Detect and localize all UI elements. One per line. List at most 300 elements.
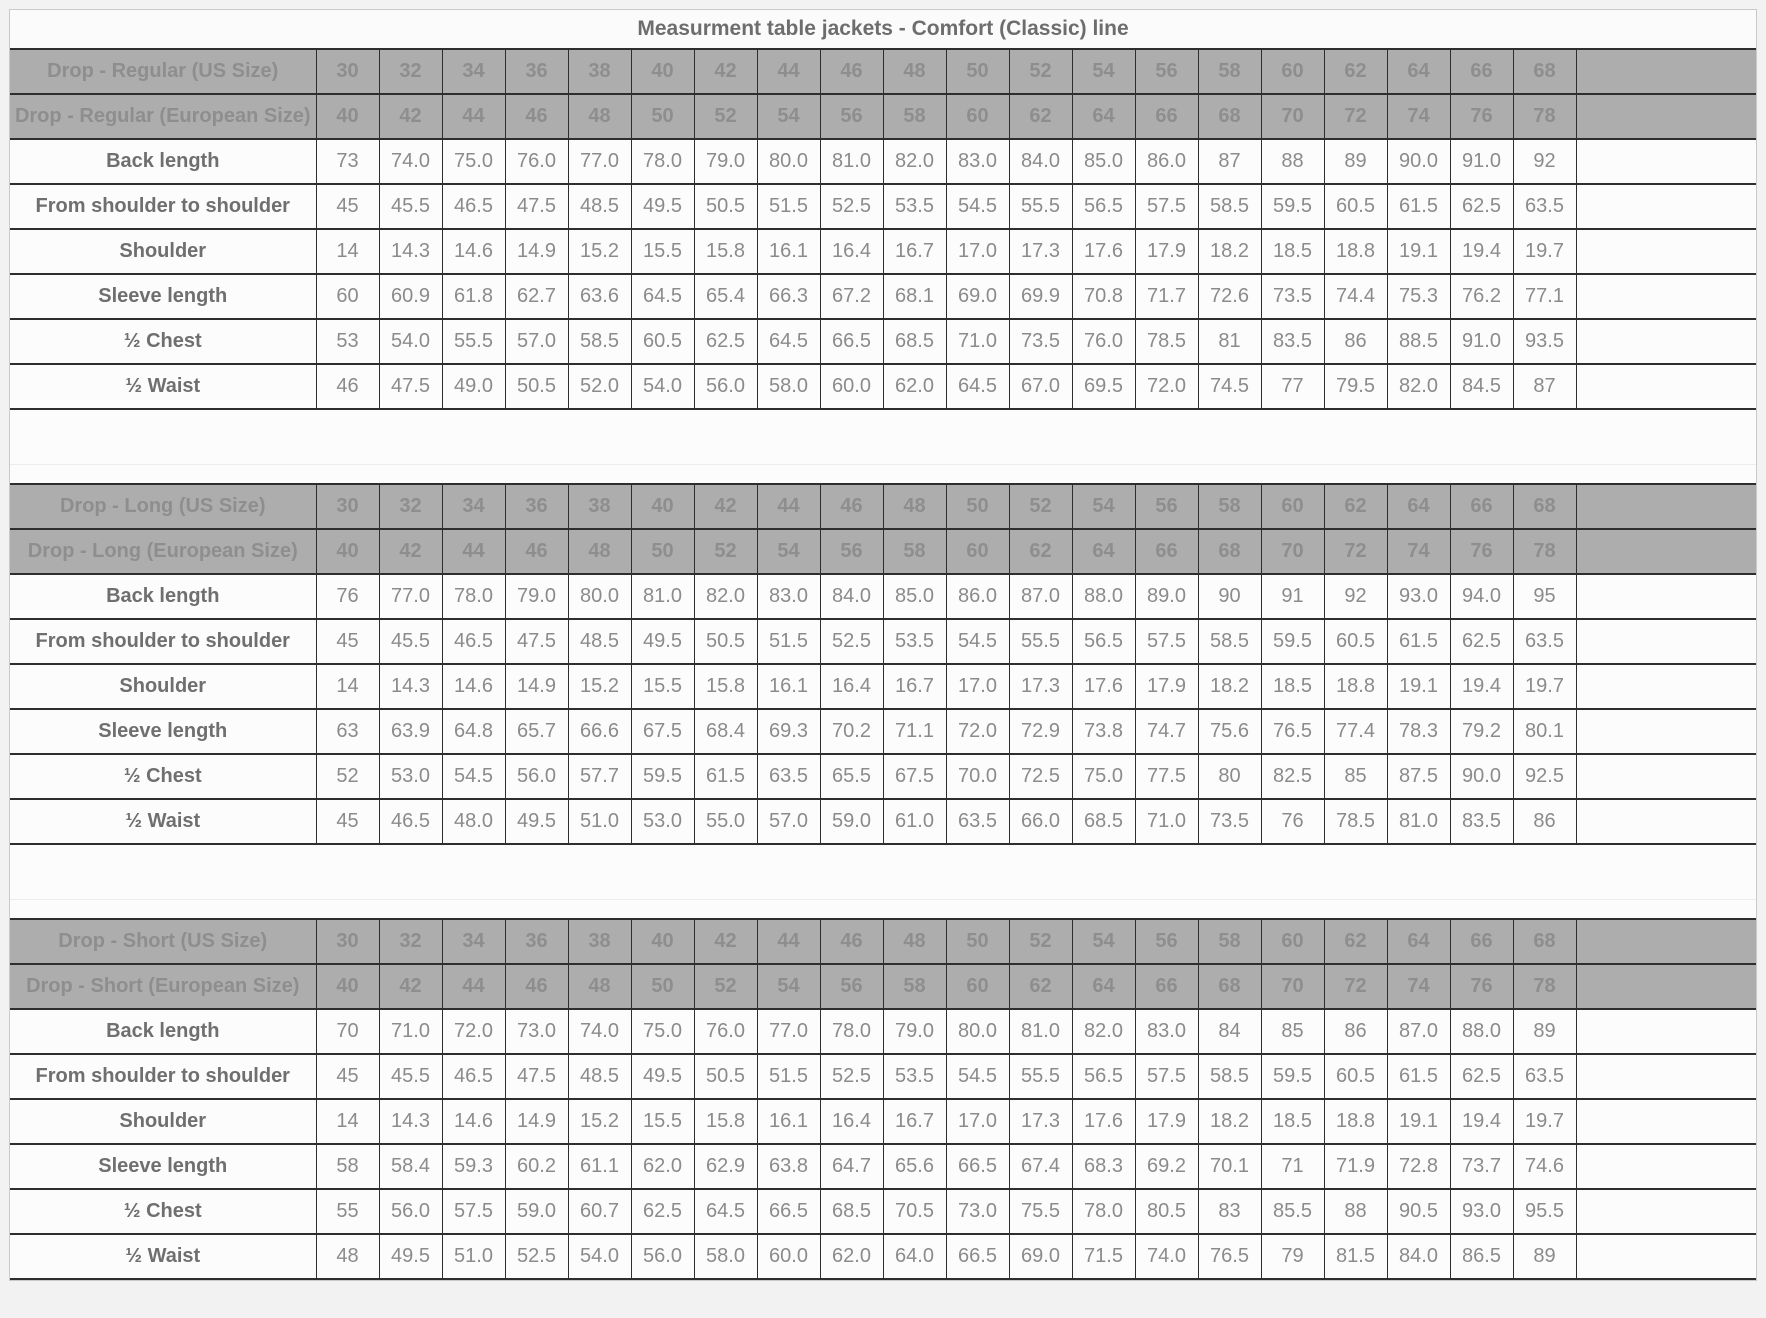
row-regular-half-chest-value: 78.5 xyxy=(1135,319,1198,364)
row-short-shoulder-to-shoulder-value: 56.5 xyxy=(1072,1054,1135,1099)
row-short-half-chest-value: 90.5 xyxy=(1387,1189,1450,1234)
trailing-spacer-cell xyxy=(1576,619,1756,664)
row-regular-shoulder-value: 19.7 xyxy=(1513,229,1576,274)
header-us-size-regular-value: 54 xyxy=(1072,49,1135,94)
section-gap-cell xyxy=(10,844,1756,919)
row-long-half-waist-value: 73.5 xyxy=(1198,799,1261,844)
row-short-shoulder-to-shoulder-value: 49.5 xyxy=(631,1054,694,1099)
measurement-sheet xyxy=(9,9,1757,1281)
row-long-half-waist-value: 83.5 xyxy=(1450,799,1513,844)
row-regular-shoulder-to-shoulder-value: 57.5 xyxy=(1135,184,1198,229)
row-long-half-chest-value: 87.5 xyxy=(1387,754,1450,799)
row-regular-shoulder-value: 17.6 xyxy=(1072,229,1135,274)
row-short-sleeve-length-value: 58 xyxy=(316,1144,379,1189)
header-eu-size-short-value: 66 xyxy=(1135,964,1198,1009)
header-eu-size-long-value: 78 xyxy=(1513,529,1576,574)
header-us-size-long-value: 54 xyxy=(1072,484,1135,529)
row-regular-shoulder-value: 17.3 xyxy=(1009,229,1072,274)
measurement-table xyxy=(10,48,1756,1280)
header-us-size-regular-value: 68 xyxy=(1513,49,1576,94)
row-short-shoulder-value: 19.4 xyxy=(1450,1099,1513,1144)
row-long-shoulder-to-shoulder-value: 54.5 xyxy=(946,619,1009,664)
row-long-half-chest xyxy=(10,754,1756,799)
row-short-shoulder-value: 15.8 xyxy=(694,1099,757,1144)
row-long-half-waist-value: 57.0 xyxy=(757,799,820,844)
row-regular-shoulder-to-shoulder-value: 45.5 xyxy=(379,184,442,229)
header-us-size-short-value: 68 xyxy=(1513,919,1576,964)
row-regular-shoulder-value: 14.9 xyxy=(505,229,568,274)
row-long-shoulder-to-shoulder-label: From shoulder to shoulder xyxy=(10,619,316,664)
header-eu-size-long-value: 46 xyxy=(505,529,568,574)
row-short-shoulder-to-shoulder-value: 50.5 xyxy=(694,1054,757,1099)
header-eu-size-long-value: 58 xyxy=(883,529,946,574)
row-regular-shoulder-value: 14 xyxy=(316,229,379,274)
row-long-shoulder-value: 18.5 xyxy=(1261,664,1324,709)
row-long-back-length-value: 89.0 xyxy=(1135,574,1198,619)
row-regular-sleeve-length-value: 75.3 xyxy=(1387,274,1450,319)
row-long-shoulder-to-shoulder-value: 46.5 xyxy=(442,619,505,664)
row-regular-half-waist-value: 54.0 xyxy=(631,364,694,409)
row-regular-half-waist-value: 50.5 xyxy=(505,364,568,409)
row-short-back-length-value: 83.0 xyxy=(1135,1009,1198,1054)
header-us-size-regular-value: 42 xyxy=(694,49,757,94)
row-regular-back-length-value: 77.0 xyxy=(568,139,631,184)
header-eu-size-regular-value: 76 xyxy=(1450,94,1513,139)
row-regular-shoulder-value: 15.5 xyxy=(631,229,694,274)
row-regular-sleeve-length-value: 65.4 xyxy=(694,274,757,319)
row-regular-shoulder-to-shoulder xyxy=(10,184,1756,229)
row-regular-half-chest-value: 68.5 xyxy=(883,319,946,364)
header-eu-size-short-value: 78 xyxy=(1513,964,1576,1009)
row-long-shoulder-value: 18.2 xyxy=(1198,664,1261,709)
row-long-back-length-value: 78.0 xyxy=(442,574,505,619)
trailing-spacer-cell xyxy=(1576,709,1756,754)
row-short-shoulder-value: 18.5 xyxy=(1261,1099,1324,1144)
trailing-spacer-cell xyxy=(1576,664,1756,709)
header-eu-size-regular-value: 56 xyxy=(820,94,883,139)
row-short-shoulder-to-shoulder-value: 46.5 xyxy=(442,1054,505,1099)
row-short-shoulder-to-shoulder-value: 59.5 xyxy=(1261,1054,1324,1099)
row-regular-back-length-value: 87 xyxy=(1198,139,1261,184)
row-long-back-length-value: 81.0 xyxy=(631,574,694,619)
row-regular-half-chest-value: 71.0 xyxy=(946,319,1009,364)
row-regular-shoulder-to-shoulder-value: 63.5 xyxy=(1513,184,1576,229)
row-short-sleeve-length-value: 63.8 xyxy=(757,1144,820,1189)
row-short-shoulder-to-shoulder-label: From shoulder to shoulder xyxy=(10,1054,316,1099)
header-eu-size-regular-value: 60 xyxy=(946,94,1009,139)
row-regular-shoulder-label: Shoulder xyxy=(10,229,316,274)
section-gap-1 xyxy=(10,409,1756,484)
row-regular-half-chest-label: ½ Chest xyxy=(10,319,316,364)
row-regular-back-length-label: Back length xyxy=(10,139,316,184)
trailing-spacer-cell xyxy=(1576,1054,1756,1099)
row-regular-shoulder-to-shoulder-value: 53.5 xyxy=(883,184,946,229)
row-short-half-chest-value: 78.0 xyxy=(1072,1189,1135,1234)
gap-divider-line xyxy=(10,863,1756,901)
header-eu-size-long-value: 40 xyxy=(316,529,379,574)
header-us-size-regular-label: Drop - Regular (US Size) xyxy=(10,49,316,94)
row-short-half-chest-value: 62.5 xyxy=(631,1189,694,1234)
row-long-half-chest-value: 56.0 xyxy=(505,754,568,799)
header-us-size-short-value: 62 xyxy=(1324,919,1387,964)
header-us-size-regular-value: 56 xyxy=(1135,49,1198,94)
row-regular-back-length-value: 80.0 xyxy=(757,139,820,184)
row-regular-half-chest-value: 58.5 xyxy=(568,319,631,364)
row-short-back-length-value: 89 xyxy=(1513,1009,1576,1054)
header-us-size-long-value: 58 xyxy=(1198,484,1261,529)
header-us-size-short-value: 66 xyxy=(1450,919,1513,964)
header-us-size-regular-value: 40 xyxy=(631,49,694,94)
row-long-sleeve-length-value: 74.7 xyxy=(1135,709,1198,754)
header-us-size-short-value: 36 xyxy=(505,919,568,964)
row-regular-shoulder xyxy=(10,229,1756,274)
row-long-shoulder-to-shoulder-value: 60.5 xyxy=(1324,619,1387,664)
row-long-shoulder-value: 17.6 xyxy=(1072,664,1135,709)
header-us-size-regular-value: 32 xyxy=(379,49,442,94)
row-long-sleeve-length-value: 65.7 xyxy=(505,709,568,754)
row-short-half-chest-value: 95.5 xyxy=(1513,1189,1576,1234)
row-regular-back-length xyxy=(10,139,1756,184)
row-long-half-waist-value: 66.0 xyxy=(1009,799,1072,844)
row-short-half-chest-value: 59.0 xyxy=(505,1189,568,1234)
trailing-spacer-cell xyxy=(1576,529,1756,574)
row-regular-half-waist-value: 52.0 xyxy=(568,364,631,409)
row-short-half-waist-value: 86.5 xyxy=(1450,1234,1513,1279)
row-short-back-length-value: 77.0 xyxy=(757,1009,820,1054)
header-eu-size-long-value: 64 xyxy=(1072,529,1135,574)
row-long-back-length-value: 90 xyxy=(1198,574,1261,619)
row-short-half-chest-value: 57.5 xyxy=(442,1189,505,1234)
header-us-size-short-value: 44 xyxy=(757,919,820,964)
row-long-half-waist-value: 86 xyxy=(1513,799,1576,844)
header-us-size-short-label: Drop - Short (US Size) xyxy=(10,919,316,964)
row-short-shoulder-to-shoulder-value: 51.5 xyxy=(757,1054,820,1099)
row-regular-back-length-value: 81.0 xyxy=(820,139,883,184)
header-us-size-short-value: 50 xyxy=(946,919,1009,964)
row-short-half-waist-value: 52.5 xyxy=(505,1234,568,1279)
row-long-shoulder-to-shoulder-value: 49.5 xyxy=(631,619,694,664)
row-long-back-length-value: 82.0 xyxy=(694,574,757,619)
row-long-half-chest-value: 82.5 xyxy=(1261,754,1324,799)
row-long-sleeve-length-value: 68.4 xyxy=(694,709,757,754)
row-regular-shoulder-to-shoulder-value: 47.5 xyxy=(505,184,568,229)
row-short-shoulder-to-shoulder-value: 54.5 xyxy=(946,1054,1009,1099)
row-regular-back-length-value: 89 xyxy=(1324,139,1387,184)
header-eu-size-short xyxy=(10,964,1756,1009)
header-eu-size-long-value: 76 xyxy=(1450,529,1513,574)
row-long-half-chest-label: ½ Chest xyxy=(10,754,316,799)
row-regular-shoulder-to-shoulder-value: 55.5 xyxy=(1009,184,1072,229)
row-long-half-waist-value: 49.5 xyxy=(505,799,568,844)
row-regular-sleeve-length-value: 66.3 xyxy=(757,274,820,319)
row-regular-half-chest-value: 93.5 xyxy=(1513,319,1576,364)
row-long-shoulder-value: 17.0 xyxy=(946,664,1009,709)
row-short-half-chest-value: 80.5 xyxy=(1135,1189,1198,1234)
header-eu-size-long xyxy=(10,529,1756,574)
header-eu-size-short-value: 74 xyxy=(1387,964,1450,1009)
row-short-sleeve-length-value: 73.7 xyxy=(1450,1144,1513,1189)
row-regular-shoulder-to-shoulder-value: 60.5 xyxy=(1324,184,1387,229)
row-long-shoulder-value: 17.3 xyxy=(1009,664,1072,709)
trailing-spacer-cell xyxy=(1576,94,1756,139)
row-long-sleeve-length-value: 69.3 xyxy=(757,709,820,754)
trailing-spacer-cell xyxy=(1576,484,1756,529)
row-short-sleeve-length-value: 65.6 xyxy=(883,1144,946,1189)
header-eu-size-regular-value: 68 xyxy=(1198,94,1261,139)
row-short-back-length-value: 74.0 xyxy=(568,1009,631,1054)
row-regular-shoulder-to-shoulder-value: 51.5 xyxy=(757,184,820,229)
row-short-shoulder xyxy=(10,1099,1756,1144)
row-regular-back-length-value: 82.0 xyxy=(883,139,946,184)
row-long-shoulder-to-shoulder-value: 59.5 xyxy=(1261,619,1324,664)
row-long-half-chest-value: 54.5 xyxy=(442,754,505,799)
row-regular-sleeve-length-label: Sleeve length xyxy=(10,274,316,319)
row-short-shoulder-value: 14.3 xyxy=(379,1099,442,1144)
row-long-back-length-value: 84.0 xyxy=(820,574,883,619)
row-long-sleeve-length-label: Sleeve length xyxy=(10,709,316,754)
header-eu-size-short-value: 64 xyxy=(1072,964,1135,1009)
row-long-shoulder-value: 19.7 xyxy=(1513,664,1576,709)
header-us-size-short xyxy=(10,919,1756,964)
header-eu-size-regular-value: 62 xyxy=(1009,94,1072,139)
row-long-shoulder-value: 18.8 xyxy=(1324,664,1387,709)
header-eu-size-short-value: 46 xyxy=(505,964,568,1009)
header-us-size-short-value: 30 xyxy=(316,919,379,964)
row-regular-shoulder-value: 18.5 xyxy=(1261,229,1324,274)
header-us-size-regular-value: 34 xyxy=(442,49,505,94)
header-us-size-long-value: 34 xyxy=(442,484,505,529)
row-regular-half-waist-value: 82.0 xyxy=(1387,364,1450,409)
row-short-shoulder-to-shoulder-value: 48.5 xyxy=(568,1054,631,1099)
row-short-sleeve-length-value: 74.6 xyxy=(1513,1144,1576,1189)
header-us-size-short-value: 48 xyxy=(883,919,946,964)
row-short-half-waist-value: 60.0 xyxy=(757,1234,820,1279)
row-long-shoulder-to-shoulder-value: 50.5 xyxy=(694,619,757,664)
row-short-sleeve-length-value: 70.1 xyxy=(1198,1144,1261,1189)
row-short-shoulder-to-shoulder-value: 45 xyxy=(316,1054,379,1099)
row-long-half-chest-value: 52 xyxy=(316,754,379,799)
row-long-half-chest-value: 77.5 xyxy=(1135,754,1198,799)
row-long-half-chest-value: 67.5 xyxy=(883,754,946,799)
row-short-half-chest-value: 75.5 xyxy=(1009,1189,1072,1234)
header-eu-size-regular-value: 40 xyxy=(316,94,379,139)
row-regular-shoulder-to-shoulder-value: 58.5 xyxy=(1198,184,1261,229)
row-regular-sleeve-length-value: 60 xyxy=(316,274,379,319)
header-us-size-short-value: 32 xyxy=(379,919,442,964)
row-long-back-length-value: 77.0 xyxy=(379,574,442,619)
row-short-shoulder-label: Shoulder xyxy=(10,1099,316,1144)
row-long-sleeve-length-value: 70.2 xyxy=(820,709,883,754)
row-regular-half-waist-value: 84.5 xyxy=(1450,364,1513,409)
row-long-half-waist-value: 51.0 xyxy=(568,799,631,844)
row-regular-half-waist-value: 47.5 xyxy=(379,364,442,409)
row-regular-back-length-value: 90.0 xyxy=(1387,139,1450,184)
row-long-half-waist-value: 81.0 xyxy=(1387,799,1450,844)
row-short-shoulder-value: 16.7 xyxy=(883,1099,946,1144)
header-eu-size-short-value: 56 xyxy=(820,964,883,1009)
trailing-spacer-cell xyxy=(1576,1009,1756,1054)
row-short-half-chest-value: 66.5 xyxy=(757,1189,820,1234)
row-short-shoulder-value: 16.1 xyxy=(757,1099,820,1144)
row-short-shoulder-value: 17.3 xyxy=(1009,1099,1072,1144)
row-long-sleeve-length-value: 78.3 xyxy=(1387,709,1450,754)
row-long-shoulder-value: 15.8 xyxy=(694,664,757,709)
row-long-sleeve-length xyxy=(10,709,1756,754)
header-eu-size-regular-value: 74 xyxy=(1387,94,1450,139)
section-gap-cell xyxy=(10,409,1756,484)
header-eu-size-regular-value: 66 xyxy=(1135,94,1198,139)
row-short-sleeve-length-value: 58.4 xyxy=(379,1144,442,1189)
row-long-half-waist-value: 68.5 xyxy=(1072,799,1135,844)
header-eu-size-short-value: 62 xyxy=(1009,964,1072,1009)
row-regular-sleeve-length-value: 69.9 xyxy=(1009,274,1072,319)
row-long-shoulder-value: 16.4 xyxy=(820,664,883,709)
row-long-shoulder-to-shoulder-value: 48.5 xyxy=(568,619,631,664)
trailing-spacer-cell xyxy=(1576,49,1756,94)
row-long-half-chest-value: 70.0 xyxy=(946,754,1009,799)
row-regular-shoulder-to-shoulder-value: 56.5 xyxy=(1072,184,1135,229)
row-regular-shoulder-to-shoulder-value: 54.5 xyxy=(946,184,1009,229)
row-regular-sleeve-length-value: 64.5 xyxy=(631,274,694,319)
header-eu-size-long-value: 70 xyxy=(1261,529,1324,574)
row-short-shoulder-value: 14 xyxy=(316,1099,379,1144)
row-short-back-length-value: 88.0 xyxy=(1450,1009,1513,1054)
row-short-back-length-value: 87.0 xyxy=(1387,1009,1450,1054)
row-short-back-length-value: 82.0 xyxy=(1072,1009,1135,1054)
row-regular-shoulder-to-shoulder-value: 46.5 xyxy=(442,184,505,229)
header-us-size-regular-value: 44 xyxy=(757,49,820,94)
row-regular-half-chest-value: 83.5 xyxy=(1261,319,1324,364)
row-regular-sleeve-length-value: 74.4 xyxy=(1324,274,1387,319)
trailing-spacer-cell xyxy=(1576,919,1756,964)
row-long-half-chest-value: 63.5 xyxy=(757,754,820,799)
row-long-sleeve-length-value: 77.4 xyxy=(1324,709,1387,754)
row-short-half-chest-value: 88 xyxy=(1324,1189,1387,1234)
header-eu-size-long-value: 62 xyxy=(1009,529,1072,574)
header-us-size-long-value: 60 xyxy=(1261,484,1324,529)
trailing-spacer-cell xyxy=(1576,964,1756,1009)
row-regular-back-length-value: 91.0 xyxy=(1450,139,1513,184)
row-long-back-length xyxy=(10,574,1756,619)
header-us-size-long-value: 42 xyxy=(694,484,757,529)
row-long-shoulder-value: 16.1 xyxy=(757,664,820,709)
row-short-half-waist-value: 64.0 xyxy=(883,1234,946,1279)
header-eu-size-short-value: 72 xyxy=(1324,964,1387,1009)
row-regular-shoulder-to-shoulder-label: From shoulder to shoulder xyxy=(10,184,316,229)
row-short-shoulder-to-shoulder-value: 57.5 xyxy=(1135,1054,1198,1099)
row-long-shoulder-label: Shoulder xyxy=(10,664,316,709)
header-us-size-short-value: 56 xyxy=(1135,919,1198,964)
row-long-shoulder-value: 14.6 xyxy=(442,664,505,709)
header-eu-size-short-value: 48 xyxy=(568,964,631,1009)
row-regular-shoulder-value: 14.6 xyxy=(442,229,505,274)
header-eu-size-short-value: 58 xyxy=(883,964,946,1009)
row-regular-shoulder-to-shoulder-value: 59.5 xyxy=(1261,184,1324,229)
row-regular-half-chest xyxy=(10,319,1756,364)
row-regular-half-chest-value: 73.5 xyxy=(1009,319,1072,364)
row-long-half-chest-value: 61.5 xyxy=(694,754,757,799)
row-regular-half-waist-value: 74.5 xyxy=(1198,364,1261,409)
row-regular-sleeve-length-value: 68.1 xyxy=(883,274,946,319)
row-short-half-chest-value: 73.0 xyxy=(946,1189,1009,1234)
row-regular-half-waist-value: 60.0 xyxy=(820,364,883,409)
trailing-spacer-cell xyxy=(1576,1189,1756,1234)
row-regular-sleeve-length-value: 71.7 xyxy=(1135,274,1198,319)
row-regular-half-waist-value: 72.0 xyxy=(1135,364,1198,409)
row-long-shoulder-to-shoulder xyxy=(10,619,1756,664)
row-short-half-waist xyxy=(10,1234,1756,1279)
row-short-sleeve-length-value: 61.1 xyxy=(568,1144,631,1189)
row-regular-shoulder-to-shoulder-value: 48.5 xyxy=(568,184,631,229)
row-long-sleeve-length-value: 80.1 xyxy=(1513,709,1576,754)
header-eu-size-long-value: 50 xyxy=(631,529,694,574)
header-eu-size-regular-value: 78 xyxy=(1513,94,1576,139)
row-short-shoulder-value: 14.9 xyxy=(505,1099,568,1144)
row-short-sleeve-length-value: 72.8 xyxy=(1387,1144,1450,1189)
header-us-size-short-value: 54 xyxy=(1072,919,1135,964)
row-short-half-waist-value: 58.0 xyxy=(694,1234,757,1279)
header-us-size-long-value: 56 xyxy=(1135,484,1198,529)
header-us-size-regular-value: 48 xyxy=(883,49,946,94)
row-short-shoulder-to-shoulder-value: 47.5 xyxy=(505,1054,568,1099)
row-regular-back-length-value: 83.0 xyxy=(946,139,1009,184)
header-us-size-regular-value: 52 xyxy=(1009,49,1072,94)
row-long-sleeve-length-value: 63 xyxy=(316,709,379,754)
row-long-sleeve-length-value: 75.6 xyxy=(1198,709,1261,754)
row-short-half-chest-value: 93.0 xyxy=(1450,1189,1513,1234)
row-long-back-length-value: 86.0 xyxy=(946,574,1009,619)
header-us-size-long-value: 48 xyxy=(883,484,946,529)
row-long-shoulder-value: 14.9 xyxy=(505,664,568,709)
header-us-size-short-value: 60 xyxy=(1261,919,1324,964)
row-long-half-waist-value: 76 xyxy=(1261,799,1324,844)
trailing-spacer-cell xyxy=(1576,319,1756,364)
row-short-shoulder-to-shoulder-value: 45.5 xyxy=(379,1054,442,1099)
row-long-shoulder-to-shoulder-value: 45 xyxy=(316,619,379,664)
row-short-back-length-value: 78.0 xyxy=(820,1009,883,1054)
row-regular-sleeve-length-value: 77.1 xyxy=(1513,274,1576,319)
row-long-back-length-value: 93.0 xyxy=(1387,574,1450,619)
row-short-back-length-value: 79.0 xyxy=(883,1009,946,1054)
row-short-half-chest-value: 68.5 xyxy=(820,1189,883,1234)
row-regular-shoulder-value: 15.8 xyxy=(694,229,757,274)
row-short-half-waist-value: 74.0 xyxy=(1135,1234,1198,1279)
row-regular-back-length-value: 85.0 xyxy=(1072,139,1135,184)
row-regular-half-chest-value: 86 xyxy=(1324,319,1387,364)
header-eu-size-long-value: 66 xyxy=(1135,529,1198,574)
row-regular-back-length-value: 76.0 xyxy=(505,139,568,184)
header-us-size-regular-value: 46 xyxy=(820,49,883,94)
row-long-back-length-value: 94.0 xyxy=(1450,574,1513,619)
row-long-shoulder-value: 15.2 xyxy=(568,664,631,709)
row-short-shoulder-to-shoulder-value: 63.5 xyxy=(1513,1054,1576,1099)
row-regular-shoulder-value: 19.4 xyxy=(1450,229,1513,274)
row-regular-back-length-value: 92 xyxy=(1513,139,1576,184)
row-regular-shoulder-value: 16.7 xyxy=(883,229,946,274)
header-eu-size-regular-value: 48 xyxy=(568,94,631,139)
row-long-back-length-label: Back length xyxy=(10,574,316,619)
header-us-size-long-value: 64 xyxy=(1387,484,1450,529)
row-long-shoulder xyxy=(10,664,1756,709)
row-regular-shoulder-value: 18.2 xyxy=(1198,229,1261,274)
row-short-sleeve-length-value: 67.4 xyxy=(1009,1144,1072,1189)
row-short-half-chest-value: 55 xyxy=(316,1189,379,1234)
row-regular-back-length-value: 74.0 xyxy=(379,139,442,184)
row-regular-half-chest-value: 62.5 xyxy=(694,319,757,364)
row-long-back-length-value: 95 xyxy=(1513,574,1576,619)
row-long-back-length-value: 91 xyxy=(1261,574,1324,619)
row-long-half-chest-value: 57.7 xyxy=(568,754,631,799)
